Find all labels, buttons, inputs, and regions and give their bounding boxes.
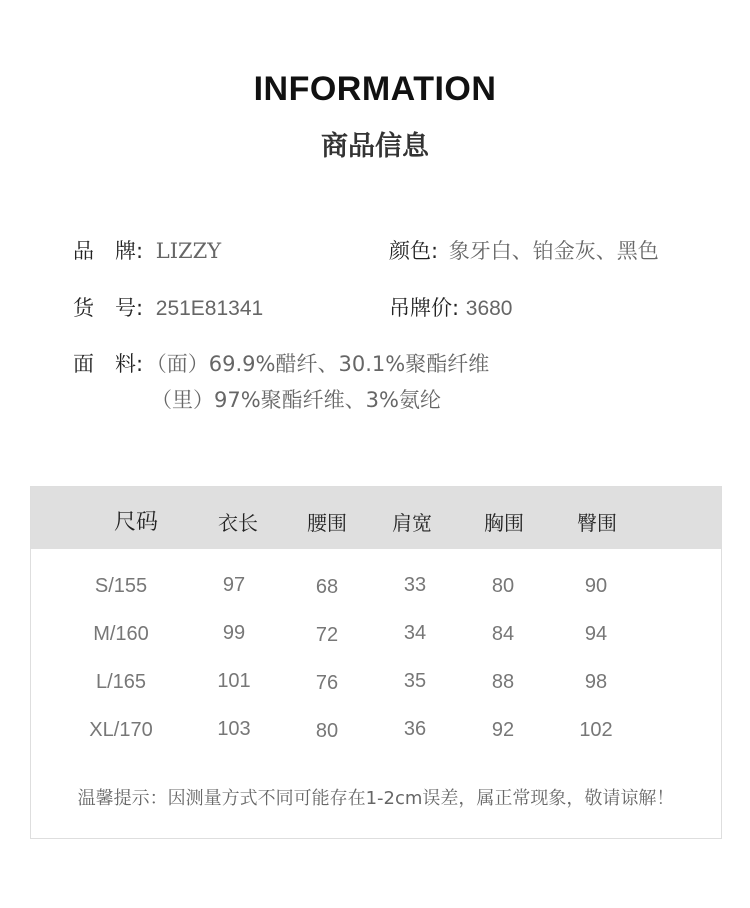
- table-cell: 76: [315, 672, 339, 694]
- fabric-lining-row: [151, 384, 441, 414]
- table-cell: 97: [222, 574, 246, 596]
- table-cell: 68: [315, 576, 339, 598]
- title-en: INFORMATION: [253, 70, 497, 108]
- table-cell: 99: [222, 622, 246, 644]
- table-cell: 94: [584, 623, 608, 645]
- tag-price-row: [389, 292, 512, 322]
- table-cell: 90: [584, 575, 608, 597]
- table-cell-size: XL/170: [89, 719, 153, 741]
- item-no-row: [73, 292, 263, 322]
- color-value: 象牙白、铂金灰、黑色: [448, 239, 659, 263]
- header-length: 衣长: [218, 511, 258, 535]
- table-cell: 103: [217, 718, 251, 740]
- table-cell: 88: [491, 671, 515, 693]
- header-size: 尺码: [113, 510, 158, 535]
- brand-label: 品 牌:: [73, 239, 144, 263]
- table-cell: 102: [579, 719, 613, 741]
- item-no-label: 货 号:: [73, 296, 144, 320]
- color-label: 颜色:: [389, 239, 439, 263]
- fabric-label: 面 料:: [73, 352, 144, 376]
- table-cell: 34: [403, 622, 427, 644]
- header-shoulder: 肩宽: [392, 511, 432, 535]
- brand-value: LIZZY: [155, 239, 222, 263]
- table-cell-size: S/155: [94, 575, 148, 597]
- title-cn: 商品信息: [321, 131, 429, 162]
- tag-price-label: 吊牌价:: [389, 296, 460, 320]
- fabric-outer: （面）69.9%醋纤、30.1%聚酯纤维: [145, 352, 490, 376]
- table-cell-size: M/160: [93, 623, 149, 645]
- header-waist: 腰围: [307, 511, 347, 535]
- size-table-header: [31, 487, 721, 549]
- table-cell: 72: [315, 624, 339, 646]
- table-cell: 36: [403, 718, 427, 740]
- table-cell: 80: [491, 575, 515, 597]
- table-cell: 92: [491, 719, 515, 741]
- fabric-row: [73, 348, 489, 378]
- item-no-value: 251E81341: [155, 297, 264, 320]
- table-cell: 101: [217, 670, 251, 692]
- table-cell: 80: [315, 720, 339, 742]
- brand-row: [73, 235, 221, 265]
- table-cell: 35: [403, 670, 427, 692]
- header-chest: 胸围: [484, 511, 524, 535]
- measurement-note: 温馨提示：因测量方式不同可能存在1-2cm误差，属正常现象，敬请谅解！: [77, 788, 675, 809]
- tag-price-value: 3680: [465, 297, 513, 320]
- fabric-lining: （里）97%聚酯纤维、3%氨纶: [151, 388, 441, 412]
- header-hip: 臀围: [577, 511, 617, 535]
- table-cell-size: L/165: [95, 671, 147, 693]
- table-cell: 84: [491, 623, 515, 645]
- color-row: [389, 235, 659, 265]
- table-cell: 33: [403, 574, 427, 596]
- table-cell: 98: [584, 671, 608, 693]
